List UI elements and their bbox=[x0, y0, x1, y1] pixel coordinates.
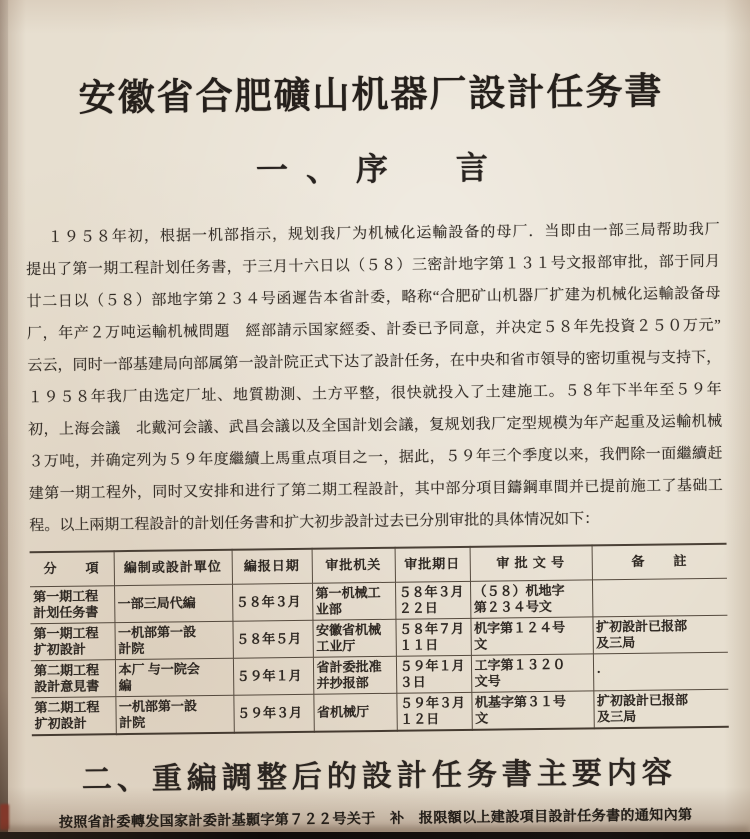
table-cell: 扩初設計已报部 及三局 bbox=[592, 615, 727, 654]
paragraph-line: １９５８年初，根据一机部指示，规划我厂为机械化运輸設备的母厂．当即由一部三局帮助我厂 bbox=[47, 221, 720, 246]
paragraph-line: 云云，同时一部基建局向部属第一設計院正式下达了設計任务，在中央和省市領导的密切重視与支持下， bbox=[27, 349, 722, 375]
table-cell: 第一机械工 业部 bbox=[312, 582, 395, 620]
table-header-cell: 审批期日 bbox=[395, 547, 470, 582]
paragraph-line: 厂，年产２万吨运輸机械問題 經部請示国家經委、計委已予同意，并决定５８年先投資２５０万元” bbox=[26, 317, 721, 343]
table-header-cell: 审 批 文 号 bbox=[470, 545, 592, 580]
table-cell: ５９年３月 １２日 bbox=[396, 692, 471, 730]
table-cell: ５９年１月 ３日 bbox=[396, 655, 471, 693]
section-2-heading: 二、重編調整后的設計任务書主要内容 bbox=[81, 755, 678, 797]
table-cell: 第二期工程 設計意見書 bbox=[31, 659, 115, 697]
photo-bottom-edge bbox=[0, 832, 750, 839]
table-cell: 本厂 与一院会 編 bbox=[115, 658, 233, 696]
table-cell: ５８年５月 bbox=[232, 620, 312, 658]
paragraph-line: 初，上海会議 北戴河会議、武昌会議以及全国計划会議，复规划我厂定型规模为年产起重及运輸机械 bbox=[28, 413, 723, 439]
table-cell: （５８）机地字 第２３４号文 bbox=[470, 579, 592, 617]
table-cell: 第二期工程 扩初設計 bbox=[31, 696, 115, 735]
table-cell: ５８年３月 bbox=[232, 583, 312, 621]
paragraph-line: １９５８年我厂由选定厂址、地質勘測、土方平整，很快就投入了土建施工。５８年下半年至５９年 bbox=[27, 381, 722, 407]
table-cell bbox=[592, 578, 727, 617]
table-row bbox=[31, 689, 728, 735]
table-cell: 安徽省机械 工业厅 bbox=[312, 619, 395, 657]
approval-history-table bbox=[30, 543, 729, 736]
table-cell: 省計委批准 并抄报部 bbox=[313, 656, 396, 694]
paragraph-line: 提出了第一期工程計划任务書，于三月十六日以（５８）三密計地字第１３１号文报部审批，部于同月 bbox=[26, 253, 721, 279]
table-cell: 机基字第３１号 文 bbox=[471, 690, 593, 729]
paragraph-line: 廿二日以（５８）部地字第２３４号函遲告本省計委，略称“合肥矿山机器厂扩建为机械化运輸設备母 bbox=[26, 285, 721, 311]
table-cell: 一机部第一設 計院 bbox=[114, 621, 232, 659]
red-edge-mark bbox=[0, 804, 9, 830]
section-1-heading: 一、序 言 bbox=[255, 149, 507, 189]
table-header-cell: 編报日期 bbox=[232, 549, 312, 584]
truncated-bottom-text-line: 按照省計委轉发国家計委計基顥字第７２２号关于 补 报限額以上建設項目設計任务書的通知內第 bbox=[58, 807, 693, 831]
table-cell: 扩初設計已报部 及三局 bbox=[593, 689, 728, 728]
table-header-cell: 編制或設計單位 bbox=[114, 550, 232, 585]
table-cell: 省机械厅 bbox=[313, 693, 396, 732]
table-cell: 机字第１２４号 文 bbox=[470, 616, 592, 654]
page-left-edge-shadow bbox=[0, 0, 8, 839]
table-header-cell: 分 項 bbox=[30, 551, 114, 586]
intro-paragraph bbox=[26, 214, 724, 542]
paragraph-line: 程。以上兩期工程設計的計划任务書和扩大初步設計过去已分別审批的具体情况如下： bbox=[29, 511, 600, 535]
table-cell: 工字第１３２０ 文号 bbox=[471, 653, 593, 691]
paragraph-line: ３万吨，并确定列为５９年度繼續上馬重点項目之一，据此，５９年三个季度以来，我們除一面繼續赶 bbox=[28, 445, 723, 471]
paragraph-line: 建第一期工程外，同时又安排和进行了第二期工程設計，其中部分項目鑄鋼車間并已提前施工了基础工 bbox=[28, 477, 723, 503]
table-cell: 一部三局代編 bbox=[114, 584, 232, 622]
table-cell: 第一期工程 計划任务書 bbox=[30, 585, 114, 623]
table-cell: ５９年１月 bbox=[233, 657, 313, 695]
table-cell: 第一期工程 扩初設計 bbox=[30, 622, 114, 660]
table-header-cell: 审批机关 bbox=[312, 548, 395, 583]
table-header-cell: 备 註 bbox=[592, 544, 727, 580]
table-cell: ５９年３月 bbox=[233, 694, 313, 732]
document-title: 安徽省合肥礦山机器厂設計任务書 bbox=[78, 71, 664, 120]
table-cell: 一机部第一設 計院 bbox=[115, 695, 233, 734]
table-cell: · bbox=[593, 652, 728, 691]
table-cell: ５８年３月 ２２日 bbox=[395, 581, 470, 619]
table-cell: ５８年７月 １１日 bbox=[395, 618, 470, 656]
